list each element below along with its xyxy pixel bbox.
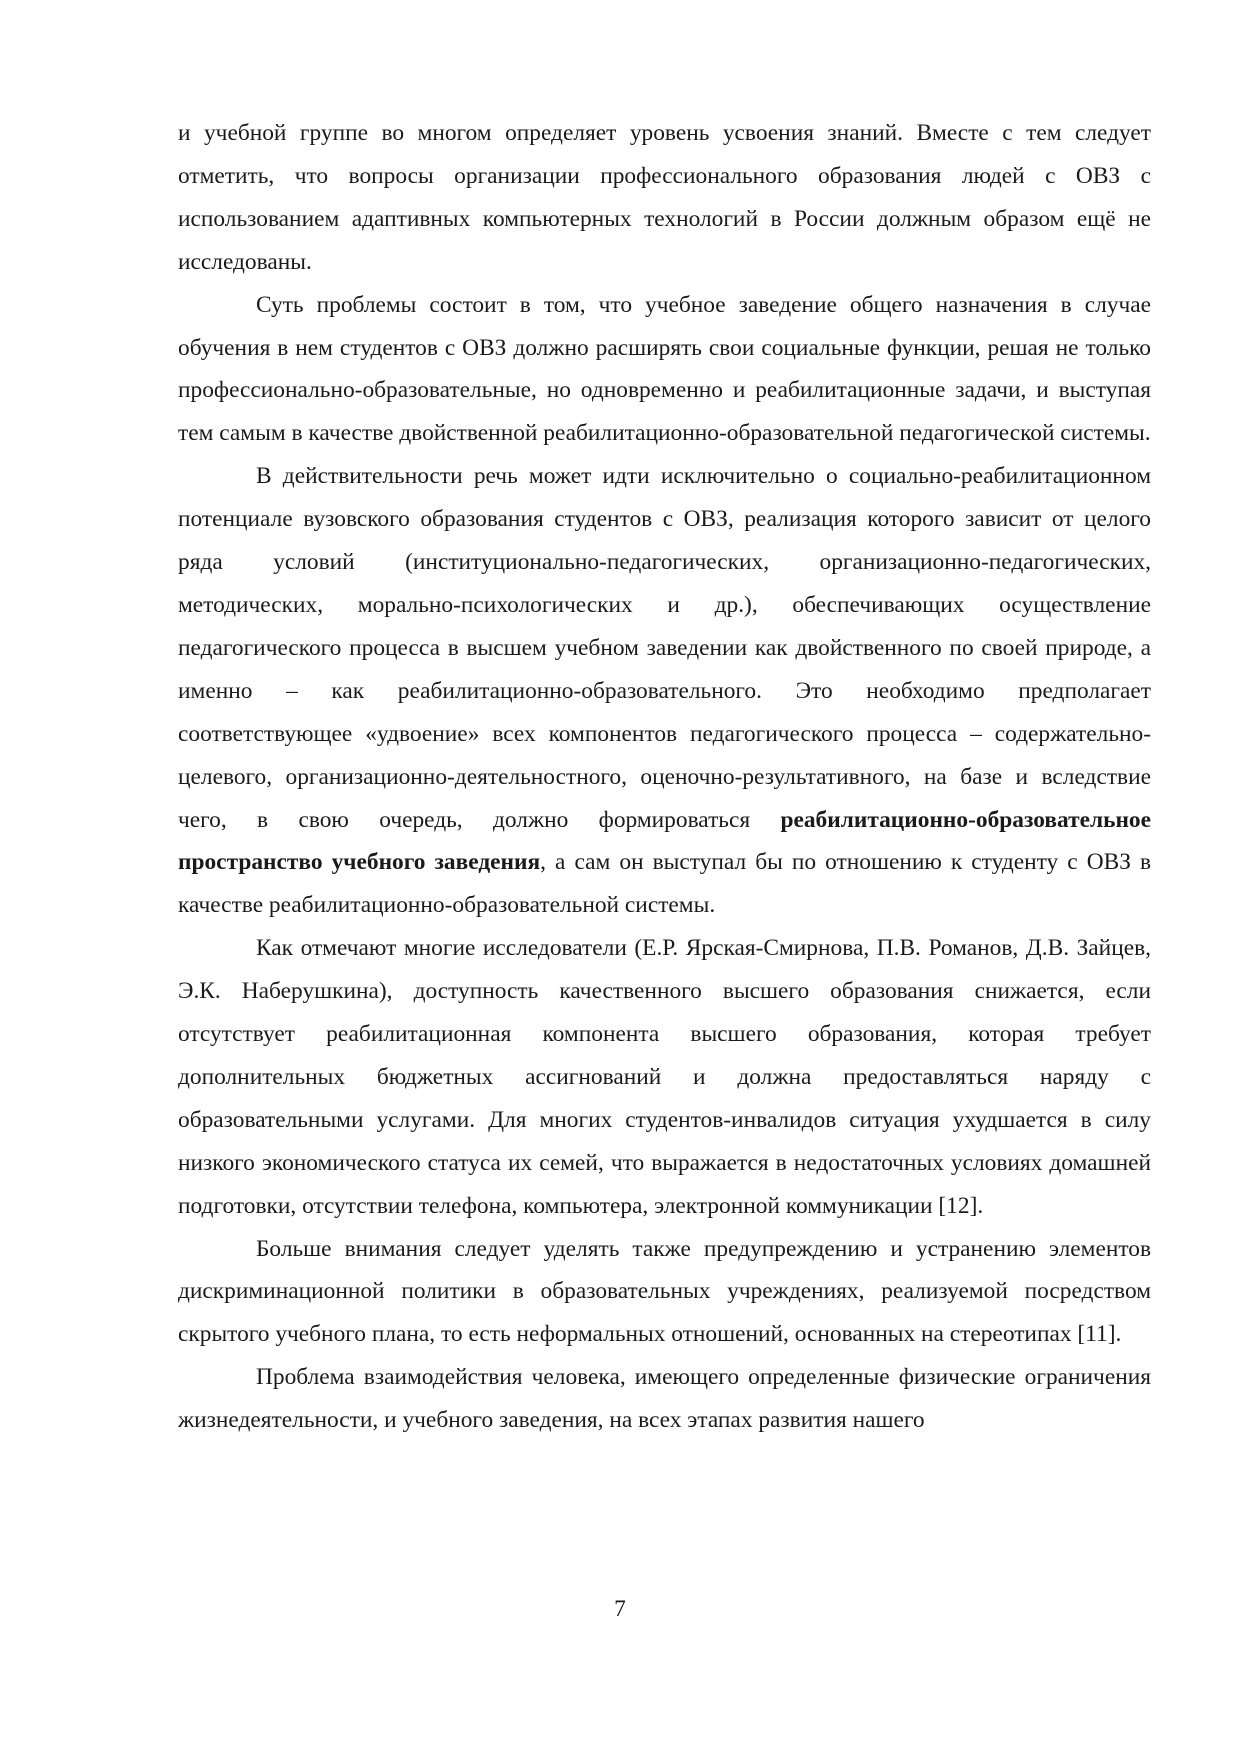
- paragraph-text: В действительности речь может идти исключительно о социально-реабилитационном потенциале вузовского образования студентов с ОВЗ, реализация которого зависит от целого ряда условий (институционально-педагогических, организационно-педагогических, методических, морально-психологических и др.), обеспечивающих осуществление педагогического процесса в высшем учебном заведении как двойственного по своей природе, а именно – как реабилитационно-образовательного. Это необходимо предполагает соответствующее «удвоение» всех компонентов педагогического процесса – содержательно-целевого, организационно-деятельностного, оценочно-результативного, на базе и вследствие чего, в свою очередь, должно формироваться: [178, 463, 1151, 833]
- paragraph-continuation: и учебной группе во многом определяет уровень усвоения знаний. Вместе с тем следует отметить, что вопросы организации профессионального образования людей с ОВЗ с использованием адаптивных компьютерных технологий в России должным образом ещё не исследованы.: [178, 120, 1151, 275]
- paragraph-text: , а сам он выступал бы по отношению к студенту с ОВЗ в качестве реабилитационно-образовательной системы.: [178, 849, 1152, 919]
- paragraph-discrimination: Больше внимания следует уделять также предупреждению и устранению элементов дискриминационной политики в образовательных учреждениях, реализуемой посредством скрытого учебного плана, то есть неформальных отношений, основанных на стереотипах [11].: [178, 1235, 1151, 1348]
- paragraph-researchers: Как отмечают многие исследователи (Е.Р. Ярская-Смирнова, П.В. Романов, Д.В. Зайцев, Э.К. Наберушкина), доступность качественного высшего образования снижается, если отсутствует реабилитационная компонента высшего образования, которая требует дополнительных бюджетных ассигнований и должна предоставляться наряду с образовательными услугами. Для многих студентов-инвалидов ситуация ухудшается в силу низкого экономического статуса их семей, что выражается в недостаточных условиях домашней подготовки, отсутствии телефона, компьютера, электронной коммуникации [12].: [178, 935, 1151, 1219]
- paragraph-rehabilitation-potential: [178, 455, 1151, 927]
- bold-term: реабилитационно-образовательное пространство учебного заведения: [178, 806, 1151, 876]
- paragraph-problem-essence: Суть проблемы состоит в том, что учебное заведение общего назначения в случае обучения в нем студентов с ОВЗ должно расширять свои социальные функции, решая не только профессионально-образовательные, но одновременно и реабилитационные задачи, и выступая тем самым в качестве двойственной реабилитационно-образовательной педагогической системы.: [178, 291, 1151, 447]
- page-number: 7: [614, 1596, 626, 1622]
- page-body: [178, 112, 1151, 1442]
- paragraph-interaction-problem: Проблема взаимодействия человека, имеющего определенные физические ограничения жизнедеятельности, и учебного заведения, на всех этапах развития нашего: [178, 1364, 1151, 1434]
